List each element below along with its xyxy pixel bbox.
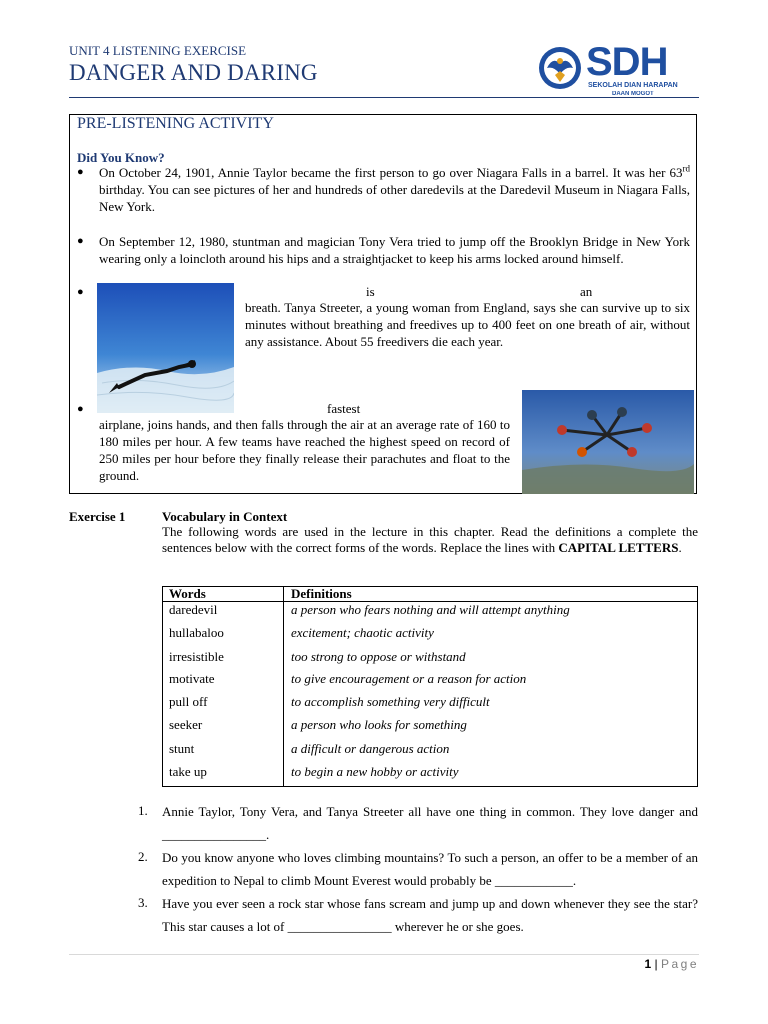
question-number: 1.: [138, 803, 148, 818]
vocab-word: take up: [169, 764, 207, 779]
exercise-instructions: The following words are used in the lecture in this chapter. Read the definitions a complete the sentences below with the correct forms of the words. Replace the lines with CAPITAL LETTERS.: [162, 524, 698, 555]
question-number: 3.: [138, 895, 148, 910]
vocab-definition: a person who fears nothing and will attempt anything: [291, 602, 570, 617]
pre-listening-title: PRE-LISTENING ACTIVITY: [77, 115, 274, 132]
vocab-definition: a person who looks for something: [291, 717, 467, 732]
exercise-label: Exercise 1: [69, 509, 126, 524]
fact-skydiving: airplane, joins hands, and then falls through the air at an average rate of 160 to 180 miles per hour. A few teams have reached the highest speed on record of 250 miles per hour before they finally release their parachutes and float to the ground.: [99, 417, 510, 483]
footer-divider: [69, 954, 699, 955]
question-text: Do you know anyone who loves climbing mountains? To such a person, an offer to be a member of an expedition to Nepal to climb Mount Everest would probably be ____________.: [162, 850, 698, 888]
vocab-word: motivate: [169, 671, 215, 686]
fact-skydiving-word-fastest: fastest: [327, 401, 361, 416]
vocabulary-table-header: [162, 586, 698, 602]
fact-tony-vera: On September 12, 1980, stuntman and magician Tony Vera tried to jump off the Brooklyn Bridge in New York wearing only a loincloth around his hips and a straightjacket to keep his arms locked around himself.: [99, 234, 690, 266]
fact-annie-taylor: On October 24, 1901, Annie Taylor became the first person to go over Niagara Falls in a barrel. It was her 63rd birthday. You can see pictures of her and hundreds of other daredevils at the Daredevil Museum in Niagara Falls, New York.: [99, 163, 690, 214]
skydivers-photo: [522, 390, 694, 494]
column-header-definitions: Definitions: [291, 586, 352, 601]
question-text: Have you ever seen a rock star whose fans scream and jump up and down whenever they see the star? This star causes a lot of ________________ wherever he or she goes.: [162, 896, 698, 934]
page-title: DANGER AND DARING: [69, 60, 318, 85]
fact-freediving: breath. Tanya Streeter, a young woman from England, says she can survive up to six minutes without breathing and freedives up to 400 feet on one breath of air, without any assistance. About 55 freedivers die each year.: [245, 300, 690, 349]
vocab-word: hullabaloo: [169, 625, 224, 640]
question-text: Annie Taylor, Tony Vera, and Tanya Streeter all have one thing in common. They love danger and ________________.: [162, 804, 698, 842]
logo-campus-name: DAAN MOGOT: [612, 91, 654, 97]
fact-freediving-word-an: an: [580, 284, 593, 299]
vocab-word: daredevil: [169, 602, 218, 617]
unit-label: UNIT 4 LISTENING EXERCISE: [69, 43, 247, 58]
vocab-word: seeker: [169, 717, 203, 732]
bullet-icon: ●: [77, 286, 84, 298]
page-footer: 1 | Page: [644, 957, 699, 971]
vocab-word: stunt: [169, 741, 195, 756]
logo-school-name: SEKOLAH DIAN HARAPAN: [588, 82, 678, 89]
question-number: 2.: [138, 849, 148, 864]
bullet-icon: ●: [77, 166, 84, 178]
vocab-definition: excitement; chaotic activity: [291, 625, 434, 640]
vocab-definition: to give encouragement or a reason for action: [291, 671, 527, 686]
vocab-word: pull off: [169, 694, 208, 709]
logo-wordmark: SDH: [586, 40, 668, 84]
vocab-definition: to accomplish something very difficult: [291, 694, 490, 709]
vocab-definition: a difficult or dangerous action: [291, 741, 450, 756]
fact-freediving-word-is: is: [366, 284, 375, 299]
bullet-icon: ●: [77, 403, 84, 415]
bullet-icon: ●: [77, 235, 84, 247]
column-header-words: Words: [169, 586, 206, 601]
freediver-photo: [97, 283, 234, 413]
did-you-know-heading: Did You Know?: [77, 150, 165, 165]
vocab-definition: to begin a new hobby or activity: [291, 764, 459, 779]
vocab-word: irresistible: [169, 649, 224, 664]
exercise-heading: Vocabulary in Context: [162, 509, 288, 524]
vocab-definition: too strong to oppose or withstand: [291, 649, 466, 664]
table-column-divider: [283, 586, 284, 787]
